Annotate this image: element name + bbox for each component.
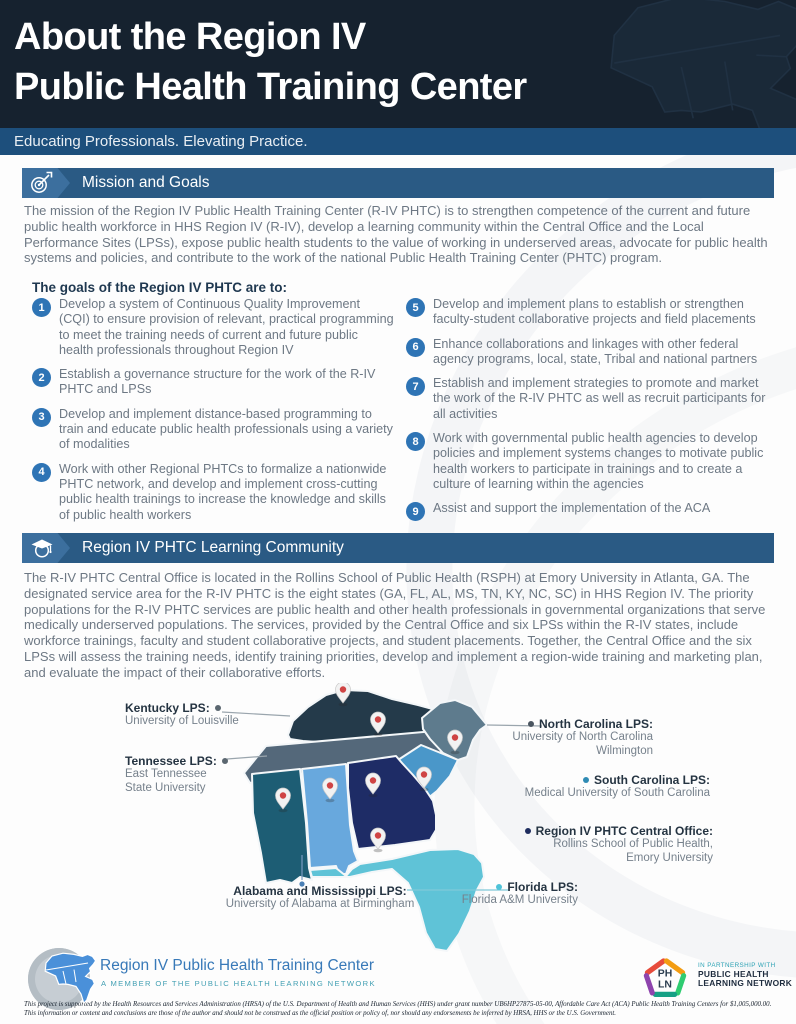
section-bar-mission [22, 168, 774, 198]
goal-number-badge: 2 [32, 368, 51, 387]
goal-item [32, 407, 394, 453]
map-label-title: Tennessee LPS: [125, 754, 217, 768]
section-icon-chip [22, 168, 70, 198]
map-label-north-carolina [512, 717, 653, 758]
goal-item [406, 376, 772, 422]
goal-text: Enhance collaborations and linkages with other federal agency programs, local, state, Tribal and national partners [433, 336, 758, 366]
map-label-sub: Rollins School of Public Health, [553, 838, 713, 850]
goal-text: Develop and implement plans to establish or strengthen faculty-student collaborative projects and field placements [433, 297, 756, 327]
goal-item [406, 501, 772, 521]
phln-partnership-line: IN PARTNERSHIP WITH [698, 962, 776, 969]
map-label-south-carolina [525, 773, 710, 801]
map-label-sub: Florida A&M University [461, 894, 578, 906]
hero-header [0, 0, 796, 128]
map-label-sub: Wilmington [596, 744, 653, 757]
goal-number-badge: 7 [406, 377, 425, 396]
connector-dot [528, 721, 534, 727]
mission-paragraph: The mission of the Region IV Public Health Training Center (R-IV PHTC) is to strengthen competence of the current and future public health workforce in HHS Region IV (R-IV), develop a learning community within the Central Office and the Local Performance Sites (LPSs), expose public health students to the value of working in underserved areas, advocate for public health systems and policies, and contribute to the work of the national Public Health Training Center (PHTC) program. [24, 203, 768, 266]
goal-number-badge: 5 [406, 298, 425, 317]
map-label-kentucky [125, 701, 239, 729]
goal-text: Assist and support the implementation of the ACA [433, 501, 711, 516]
map-label-tennessee [125, 754, 233, 795]
goal-number-badge: 3 [32, 408, 51, 427]
goal-item [406, 297, 772, 328]
map-label-sub: University of North Carolina [512, 731, 653, 743]
goal-text: Establish and implement strategies to promote and market the work of the R-IV PHTC as well as recruit participants for all activities [433, 376, 766, 421]
goals-heading: The goals of the Region IV PHTC are to: [32, 280, 288, 295]
map-label-sub: Emory University [626, 851, 713, 864]
map-label-sub: University of Louisville [125, 715, 239, 727]
map-label-sub: State University [125, 781, 206, 794]
goal-text: Establish a governance structure for the work of the R-IV PHTC and LPSs [59, 367, 376, 397]
graduation-cap-icon [29, 536, 55, 560]
tagline-band [0, 128, 796, 155]
map-label-central-office [520, 824, 713, 865]
map-label-sub: East Tennessee [125, 768, 207, 780]
phln-wordmark [698, 961, 792, 988]
goal-number-badge: 1 [32, 298, 51, 317]
goal-text: Work with governmental public health agencies to develop policies and implement systems changes to motivate public health workers to participate in trainings and to create a culture of learning within the agencies [433, 431, 764, 491]
connector-dot [215, 705, 221, 711]
goal-item [406, 337, 772, 368]
phln-abbr-ln: LN [658, 979, 672, 991]
goal-number-badge: 6 [406, 338, 425, 357]
goal-number-badge: 4 [32, 463, 51, 482]
map-label-title: North Carolina LPS: [538, 717, 653, 731]
map-label-sub: University of Alabama at Birmingham [225, 898, 415, 910]
map-label-title: South Carolina LPS: [593, 773, 710, 787]
page-title-line1: About the Region IV [14, 16, 366, 58]
map-label-title: Alabama and Mississippi LPS: [233, 884, 407, 898]
goal-item [32, 297, 394, 358]
goal-item [32, 367, 394, 398]
connector-dot [496, 884, 502, 890]
community-paragraph: The R-IV PHTC Central Office is located in the Rollins School of Public Health (RSPH) at Emory University in Atlanta, GA. The designated service area for the R-IV PHTC is the eight states (GA, FL, AL, MS, TN, KY, NC, SC) in HHS Region IV. The priority populations for the R-IV PHTC services are public health and other health professionals in governmental organizations that serve medically underserved populations. The services, provided by the Central Office and six LPSs within the R-IV states, include workforce trainings, faculty and student collaborative projects, and student placements. Together, the Central Office and the six LPSs will assess the training needs, identify training priorities, develop and implement a region-wide training and marketing plan, and evaluate the impact of their collaborative efforts. [24, 570, 766, 680]
footer-logo-subtitle: A MEMBER OF THE PUBLIC HEALTH LEARNING NETWORK [101, 979, 376, 988]
goal-number-badge: 8 [406, 432, 425, 451]
map-watermark [604, 0, 796, 128]
page-title-line2: Public Health Training Center [14, 66, 527, 108]
map-label-title: Region IV PHTC Central Office: [535, 824, 713, 838]
phln-pentagon-logo [641, 955, 689, 1001]
phln-learning-network: LEARNING NETWORK [698, 978, 793, 988]
page-title [14, 12, 527, 112]
connector-dot [525, 828, 531, 834]
map-label-title: Florida LPS: [507, 880, 578, 894]
rphtc-logo-map-icon [44, 952, 96, 1006]
pin-florida [371, 828, 386, 852]
tagline-text: Educating Professionals. Elevating Practice. [14, 133, 308, 150]
goal-item [406, 431, 772, 492]
map-label-florida [462, 880, 578, 908]
map-label-alabama-mississippi [220, 884, 420, 912]
section-title-mission: Mission and Goals [82, 174, 210, 191]
goals-column-left [32, 297, 394, 532]
section-title-community: Region IV PHTC Learning Community [82, 539, 344, 556]
goal-text: Develop a system of Continuous Quality Improvement (CQI) to ensure provision of relevant, practical programming to meet the training needs of current and future public health professionals throughout Region IV [59, 297, 394, 357]
goal-item [32, 462, 394, 523]
section-bar-community [22, 533, 774, 563]
grant-disclaimer: This project is supported by the Health Resources and Services Administration (HRSA) of the U.S. Department of Health and Human Services (HHS) under grant number UB6HP27875-05-00, Affordable Care Act (ACA) Public Health Training Centers for $1,005,000.00. This information or content and conclusions are those of the author and should not be construed as the official position or policy of, nor should any endorsements be inferred by HRSA, HHS or the U.S. Government. [24, 1001, 772, 1017]
phln-abbr-ph: PH [657, 968, 673, 980]
goal-text: Develop and implement distance-based programming to train and educate public health professionals using a variety of modalities [59, 406, 393, 452]
section-icon-chip [22, 533, 70, 563]
goals-column-right [406, 297, 772, 530]
footer-logo-title: Region IV Public Health Training Center [100, 957, 374, 974]
map-label-title: Kentucky LPS: [125, 701, 210, 715]
connector-dot [583, 777, 589, 783]
connector-dot [222, 758, 228, 764]
goal-number-badge: 9 [406, 502, 425, 521]
map-label-sub: Medical University of South Carolina [524, 787, 710, 799]
phln-public-health: PUBLIC HEALTH [698, 969, 769, 979]
goal-text: Work with other Regional PHTCs to formalize a nationwide PHTC network, and develop and implement cross-cutting public health trainings to increase the knowledge and skills of public health workers [59, 461, 387, 522]
target-dart-icon [29, 171, 53, 195]
